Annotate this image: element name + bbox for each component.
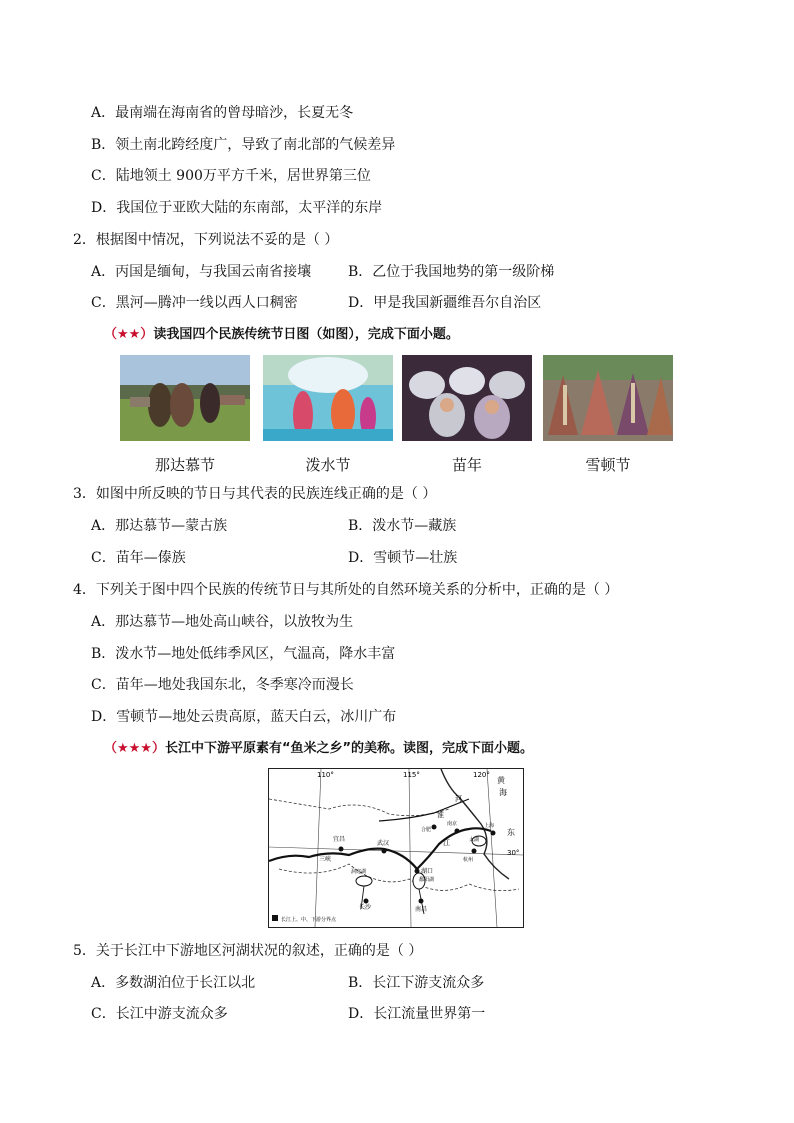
label-30: 30° [507,849,520,857]
caption-nadam: 那达慕节 [154,456,215,474]
caption-water-splashing: 泼水节 [305,456,351,474]
label-nanchang: 南昌 [415,906,428,913]
photo-miao-new-year [402,355,532,441]
q2-stem: 2．根据图中情况，下列说法不妥的是（ ） [73,232,339,248]
q1-option-a: A．最南端在海南省的曾母暗沙，长夏无冬 [91,105,354,121]
label-nanjing: 南京 [447,821,458,827]
meridian-115 [409,769,411,927]
label-hukou: 湖口 [421,868,434,875]
q4-option-d: D．雪顿节—地处云贵高原，蓝天白云，冰川广布 [91,709,397,725]
label-yichang: 宜昌 [333,836,346,843]
q5-option-a: A．多数湖泊位于长江以北 [91,975,256,991]
city-changsha [364,899,369,904]
label-120: 120° [473,771,490,779]
q2-option-b: B．乙位于我国地势的第一级阶梯 [348,264,555,280]
intro-text: 读我国四个民族传统节日图（如图），完成下面小题。 [153,327,459,342]
photo-nadam [120,355,250,441]
q3-option-a: A．那达慕节—蒙古族 [91,518,228,534]
city-hukou [415,869,420,874]
label-sea: 海 [499,788,507,797]
yangtze-map [268,768,524,928]
province-boundary-south [279,864,519,891]
yangtze-river [269,828,491,869]
dongting-lake [356,876,372,886]
q2-option-d: D．甲是我国新疆维吾尔自治区 [348,295,542,311]
photo-water-splashing [263,355,393,441]
label-115: 115° [403,771,420,779]
legend-marker [272,915,278,921]
label-sanxia: 三峡 [319,856,332,863]
q2-option-a: A．丙国是缅甸，与我国云南省接壤 [91,264,312,280]
q4-option-b: B．泼水节—地处低纬季风区，气温高，降水丰富 [91,646,396,662]
q5-option-d: D．长江流量世界第一 [348,1006,486,1022]
q4-option-c: C．苗年—地处我国东北，冬季寒冷而漫长 [91,677,354,693]
difficulty-stars: （★★） [104,327,154,342]
legend-text: 长江上、中、下游分界点 [281,917,337,923]
province-boundary [269,799,449,816]
meridian-120 [487,769,497,927]
label-jiang: 江 [443,839,450,847]
q1-option-d: D．我国位于亚欧大陆的东南部，太平洋的东岸 [91,200,383,216]
label-taihu: 太湖 [469,837,480,843]
city-shanghai [491,831,496,836]
label-huai: 淮 [437,811,444,819]
label-shanghai: 上海 [484,823,495,829]
q3-option-c: C．苗年—傣族 [91,550,186,566]
q4-stem: 4．下列关于图中四个民族的传统节日与其所处的自然环境关系的分析中，正确的是（ ） [73,582,619,598]
q3-option-d: D．雪顿节—壮族 [348,550,458,566]
label-poyang: 鄱阳湖 [419,877,435,883]
city-hefei [432,825,437,830]
label-hangzhou: 杭州 [463,857,474,863]
intro-festivals [104,325,459,345]
label-110: 110° [317,771,334,779]
label-he: 河 [455,795,462,803]
q5-stem: 5．关于长江中下游地区河湖状况的叙述，正确的是（ ） [73,943,423,959]
label-east: 东 [507,828,515,837]
intro-text-yangtze: 长江中下游平原素有“鱼米之乡”的美称。读图，完成下面小题。 [164,741,534,756]
q3-stem: 3．如图中所反映的节日与其代表的民族连线正确的是（ ） [73,486,437,502]
difficulty-stars-3: （★★★） [104,741,165,756]
city-wuhan [382,849,387,854]
photo-shoton [543,355,673,441]
meridian-110 [315,769,321,927]
label-changsha: 长沙 [359,904,372,911]
city-yichang [339,847,344,852]
intro-yangtze [104,739,533,759]
city-nanchang [419,899,424,904]
label-dongting: 洞庭湖 [351,869,367,875]
caption-miao-new-year: 苗年 [451,456,482,474]
label-wuhan: 武汉 [377,840,390,847]
caption-shoton: 雪顿节 [585,456,631,474]
city-nanjing [455,829,460,834]
label-yellow: 黄 [497,776,505,785]
q5-option-c: C．长江中游支流众多 [91,1006,228,1022]
q2-option-c: C．黑河—腾冲一线以西人口稠密 [91,295,298,311]
q4-option-a: A．那达慕节—地处高山峡谷，以放牧为生 [91,614,354,630]
q1-option-b: B．领土南北跨经度广，导致了南北部的气候差异 [91,137,396,153]
q1-option-c: C．陆地领土 900万平方千米，居世界第三位 [91,168,371,184]
city-hangzhou [472,849,477,854]
label-hefei: 合肥 [421,827,432,833]
q3-option-b: B．泼水节—藏族 [348,518,457,534]
q5-option-b: B．长江下游支流众多 [348,975,485,991]
